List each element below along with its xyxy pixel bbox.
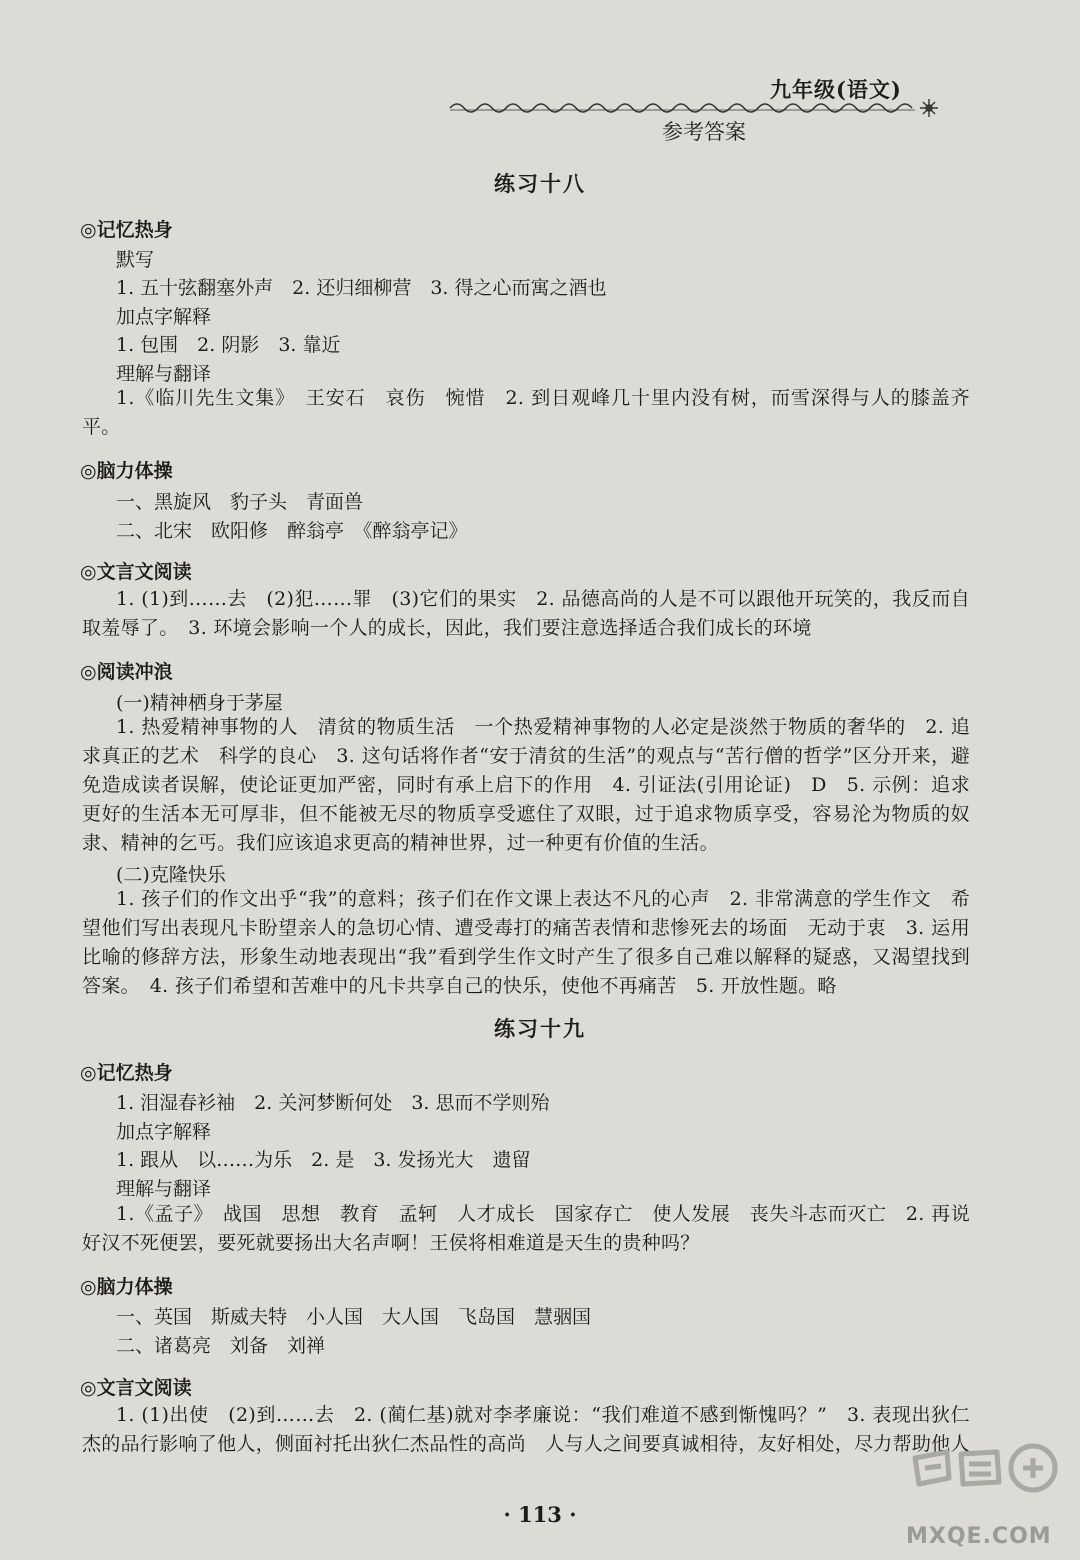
header-subtitle: 参考答案 [662, 120, 746, 144]
answer-line: 1. 五十弦翻塞外声 2. 还归细柳营 3. 得之心而寓之酒也 [116, 277, 607, 299]
section-memory-warmup: ◎记忆热身 [80, 219, 173, 241]
subsection-understanding: 理解与翻译 [116, 363, 212, 385]
answer-paragraph: 1.《孟子》 战国 思想 教育 孟轲 人才成长 国家存亡 使人发展 丧失斗志而灭亡 2. 再说好汉不死便罢，要死就要扬出大名声啊！王侯将相难道是天生的贵种吗？ [82, 1203, 970, 1254]
answer-line: 1. 跟从 以……为乐 2. 是 3. 发扬光大 遗留 [116, 1149, 531, 1171]
subsection-word-explanation: 加点字解释 [116, 306, 212, 328]
answer-line: 1. 泪湿春衫袖 2. 关河梦断何处 3. 思而不学则殆 [116, 1092, 550, 1114]
answer-line: 1. 包围 2. 阴影 3. 靠近 [116, 334, 341, 356]
answer-paragraph: 1. (1)到……去 (2)犯……罪 (3)它们的果实 2. 品德高尚的人是不可以跟他开玩笑的，我反而自取羞辱了。 3. 环境会影响一个人的成长，因此，我们要注意选择适合我们成长的环境 [82, 588, 970, 639]
subsection-dictation: 默写 [116, 249, 155, 271]
section-memory-warmup: ◎记忆热身 [80, 1062, 173, 1084]
answer-paragraph: 1.《临川先生文集》 王安石 哀伤 惋惜 2. 到日观峰几十里内没有树，而雪深得与人的膝盖齐平。 [82, 387, 970, 438]
subsection-word-explanation: 加点字解释 [116, 1121, 212, 1143]
subsection-understanding: 理解与翻译 [116, 1178, 212, 1200]
reading-passage-2-title: (二)克隆快乐 [116, 864, 226, 886]
answer-paragraph: 1. (1)出使 (2)到……去 2. (蔺仁基)就对李孝廉说：“我们难道不感到惭愧吗？” 3. 表现出狄仁杰的品行影响了他人，侧面衬托出狄仁杰品性的高尚 人与人之间要真诚相待，友好相处，尽力帮助他人 [82, 1404, 970, 1455]
answer-line: 一、英国 斯威夫特 小人国 大人国 飞岛国 慧骃国 [116, 1306, 592, 1328]
watermark-text: MXQE.COM [906, 1524, 1052, 1549]
reading-passage-1-title: (一)精神栖身于茅屋 [116, 692, 283, 714]
answer-line: 二、诸葛亮 刘备 刘禅 [116, 1335, 326, 1357]
answer-line: 一、黑旋风 豹子头 青面兽 [116, 491, 364, 513]
answer-paragraph: 1. 孩子们的作文出乎“我”的意料；孩子们在作文课上表达不凡的心声 2. 非常满意的学生作文 希望他们写出表现凡卡盼望亲人的急切心情、遭受毒打的痛苦表情和悲惨死去的场面 无动于衷 3. 运用比喻的修辞方法，形象生动地表现出“我”看到学生作文时产生了很多自己难以解释的疑惑，又渴望找到答案。 4. 孩子们希望和苦难中的凡卡共享自己的快乐，使他不再痛苦 5. 开放性题。略 [82, 888, 970, 997]
answer-paragraph: 1. 热爱精神事物的人 清贫的物质生活 一个热爱精神事物的人必定是淡然于物质的奢华的 2. 追求真正的艺术 科学的良心 3. 这句话将作者“安于清贫的生活”的观点与“苦行僧的哲学”区分开来，避免造成读者误解，使论证更加严密，同时有承上启下的作用 4. 引证法(引用论证) D 5. 示例：追求更好的生活本无可厚非，但不能被无尽的物质享受遮住了双眼，过于追求物质享受，容易沦为物质的奴隶、精神的乞丐。我们应该追求更高的精神世界，过一种更有价值的生活。 [82, 716, 970, 854]
answer-line: 二、北宋 欧阳修 醉翁亭 《醉翁亭记》 [116, 520, 468, 542]
exercise-18-title: 练习十八 [494, 171, 586, 196]
section-brain-exercise: ◎脑力体操 [80, 460, 173, 482]
page-number: · 113 · [503, 1502, 577, 1527]
exercise-19-title: 练习十九 [494, 1016, 586, 1041]
section-classical-reading: ◎文言文阅读 [80, 561, 192, 583]
section-reading-surf: ◎阅读冲浪 [80, 661, 173, 683]
header-grade: 九年级(语文) [770, 77, 902, 102]
section-brain-exercise: ◎脑力体操 [80, 1276, 173, 1298]
section-classical-reading: ◎文言文阅读 [80, 1377, 192, 1399]
